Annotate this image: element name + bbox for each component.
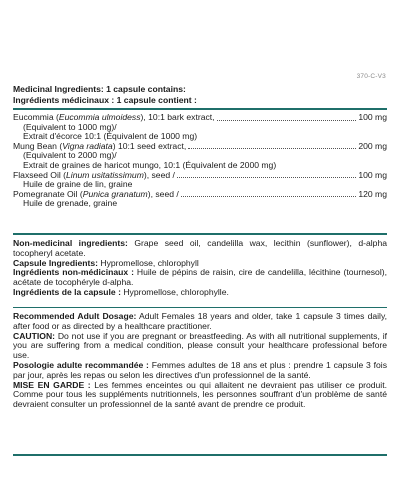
dosage-en <box>13 312 387 332</box>
mise-label: MISE EN GARDE : <box>13 379 91 390</box>
dosage-section <box>13 312 387 410</box>
leader-dots <box>217 119 357 121</box>
label-code: 370-C-V3 <box>356 73 386 80</box>
capsule-fr <box>13 288 387 298</box>
ingredient-detail: Extrait d'écorce 10:1 (Équivalent de 1000 mg) <box>23 131 198 142</box>
nonmedicinal-en <box>13 239 387 259</box>
nonmedicinal-fr <box>13 268 387 288</box>
caution-en <box>13 332 387 361</box>
ingredient-desc: ), seed / <box>147 188 179 199</box>
ingredient-list <box>13 113 387 209</box>
ingredient-amount: 100 mg <box>358 112 387 122</box>
ingredient-detail: Extrait de graines de haricot mungo, 10:1 (Équivalent de 2000 mg) <box>23 159 277 170</box>
ingredient-item <box>13 113 387 142</box>
dosage-text-en: Adult Females 18 years and older, take 1 capsule 3 times daily, after food or as directed by a healthcare practitioner. <box>13 311 388 331</box>
nonmedicinal-text-en: Grape seed oil, candelilla wax, lecithin (sunflower), d-alpha tocopheryl acetate. <box>13 238 388 258</box>
ingredient-name: Eucommia ( <box>13 112 59 122</box>
nonmedicinal-divider <box>13 307 387 308</box>
nonmedicinal-text-fr: Huile de pépins de raisin, cire de candelilla, lécithine (tournesol), acétate de tocophéryle d-alpha. <box>13 267 387 288</box>
mise-en-garde <box>13 381 387 410</box>
ingredient-detail: Huile de graine de lin, graine <box>23 179 133 190</box>
ingredient-item <box>13 190 387 209</box>
mise-text: Les femmes enceintes ou qui allaitent ne devraient pas utiliser ce produit. Comme pour tous les suppléments nutritionnels, les personnes souffrant d'un problème de santé devraient consulter un professionnel de la santé avant de prendre ce produit. <box>13 379 387 410</box>
leader-dots <box>188 147 356 149</box>
dosage-label-fr: Posologie adulte recommandée : <box>13 359 149 370</box>
ingredient-desc: ) 10:1 seed extract, <box>112 140 187 151</box>
capsule-text-fr: Hypromellose, chlorophylle. <box>120 286 229 297</box>
capsule-text-en: Hypromellose, chlorophyll <box>98 257 199 268</box>
ingredient-name: Mung Bean ( <box>13 140 63 151</box>
ingredient-item <box>13 171 387 190</box>
bottom-divider <box>13 454 387 456</box>
ingredient-latin: Punica granatum <box>82 188 148 199</box>
caution-text: Do not use if you are pregnant or breastfeeding. As with all nutritional supplements, if you are suffering from a medical condition, please consult your healthcare professional before use. <box>13 330 387 361</box>
dosage-fr <box>13 361 387 381</box>
caution-label: CAUTION: <box>13 330 56 341</box>
leader-dots <box>177 176 356 178</box>
ingredient-amount: 200 mg <box>358 140 387 151</box>
nonmedicinal-label-en: Non-medicinal ingredients: <box>13 238 128 248</box>
nonmedicinal-label-fr: Ingrédients non-médicinaux : <box>13 267 134 278</box>
ingredient-latin: Eucommia ulmoidess <box>58 112 141 122</box>
ingredient-detail: (Equivalent to 1000 mg)/ <box>23 121 117 132</box>
capsule-label-fr: Ingrédients de la capsule : <box>13 286 121 297</box>
ingredient-name: Pomegranate Oil ( <box>13 188 83 199</box>
header-french: Ingrédients médicinaux : 1 capsule contient : <box>13 95 197 105</box>
ingredient-detail: Huile de grenade, graine <box>23 198 118 209</box>
ingredient-item <box>13 142 387 171</box>
leader-dots <box>181 195 357 197</box>
dosage-label-en: Recommended Adult Dosage: <box>13 311 137 321</box>
dosage-text-fr: Femmes adultes de 18 ans et plus : prendre 1 capsule 3 fois par jour, après les repas ou selon les directives d'un professionnel de la santé. <box>13 359 387 380</box>
capsule-label-en: Capsule Ingredients: <box>13 257 98 268</box>
header-divider <box>13 108 387 110</box>
ingredient-name: Flaxseed Oil ( <box>13 169 67 180</box>
ingredient-amount: 100 mg <box>358 169 387 180</box>
ingredients-divider <box>13 233 387 235</box>
nonmedicinal-section <box>13 239 387 298</box>
ingredient-desc: ), 10:1 bark extract, <box>140 112 215 122</box>
medicinal-ingredients-header <box>13 84 387 106</box>
header-english: Medicinal Ingredients: 1 capsule contains: <box>13 84 186 94</box>
ingredient-desc: ), seed / <box>143 169 175 180</box>
ingredient-amount: 120 mg <box>358 188 387 199</box>
ingredient-latin: Linum usitatissimum <box>66 169 144 180</box>
ingredient-detail: (Equivalent to 2000 mg)/ <box>23 150 117 161</box>
ingredient-latin: Vigna radiata <box>62 140 113 151</box>
